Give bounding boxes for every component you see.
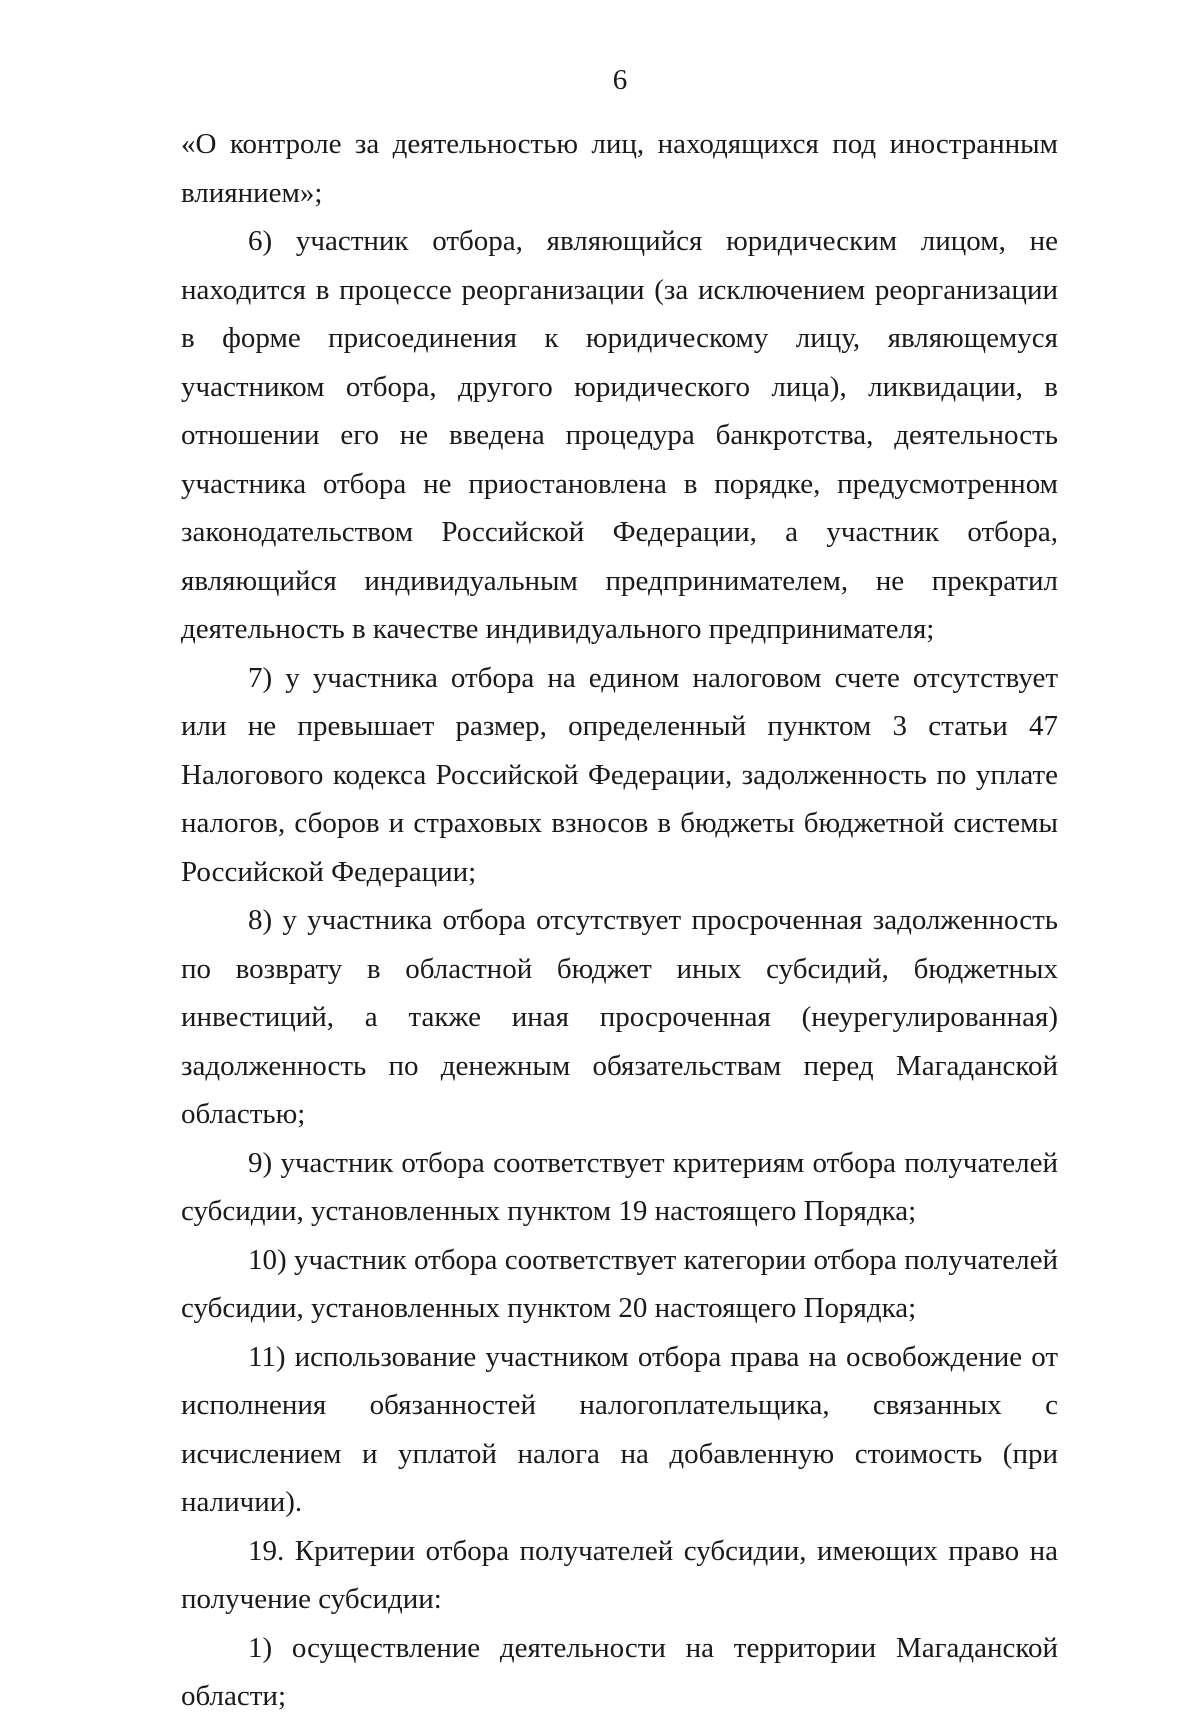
paragraph-item-6: 6) участник отбора, являющийся юридическим лицом, не находится в процессе реорганизации (за исключением реорганизации в форме присоединения к юридическому лицу, являющемуся участником отбора, другого юридического лица), ликвидации, в отношении его не введена процедура банкротства, деятельность участника отбора не приостановлена в порядке, предусмотренном законодательством Российской Федерации, а участник отбора, являющийся индивидуальным предпринимателем, не прекратил деятельность в качестве индивидуального предпринимателя; xyxy=(181,225,1058,645)
paragraph-item-11: 11) использование участником отбора права на освобождение от исполнения обязанностей налогоплательщика, связанных с исчислением и уплатой налога на добавленную стоимость (при наличии). xyxy=(181,1340,1058,1518)
paragraph-continuation: «О контроле за деятельностью лиц, находящихся под иностранным влиянием»; xyxy=(181,128,1058,209)
paragraph-item-7: 7) у участника отбора на едином налоговом счете отсутствует или не превышает размер, определенный пунктом 3 статьи 47 Налогового кодекса Российской Федерации, задолженность по уплате налогов, сборов и страховых взносов в бюджеты бюджетной системы Российской Федерации; xyxy=(181,661,1058,888)
document-body xyxy=(181,120,1058,1721)
paragraph-item-9: 9) участник отбора соответствует критериям отбора получателей субсидии, установленных пунктом 19 настоящего Порядка; xyxy=(181,1146,1058,1227)
paragraph-section-19: 19. Критерии отбора получателей субсидии, имеющих право на получение субсидии: xyxy=(181,1534,1058,1615)
paragraph-item-10: 10) участник отбора соответствует категории отбора получателей субсидии, установленных пунктом 20 настоящего Порядка; xyxy=(181,1243,1058,1324)
page-number: 6 xyxy=(612,64,628,96)
paragraph-criterion-1: 1) осуществление деятельности на территории Магаданской области; xyxy=(181,1631,1058,1712)
paragraph-item-8: 8) у участника отбора отсутствует просроченная задолженность по возврату в областной бюджет иных субсидий, бюджетных инвестиций, а также иная просроченная (неурегулированная) задолженность по денежным обязательствам перед Магаданской областью; xyxy=(181,904,1058,1130)
